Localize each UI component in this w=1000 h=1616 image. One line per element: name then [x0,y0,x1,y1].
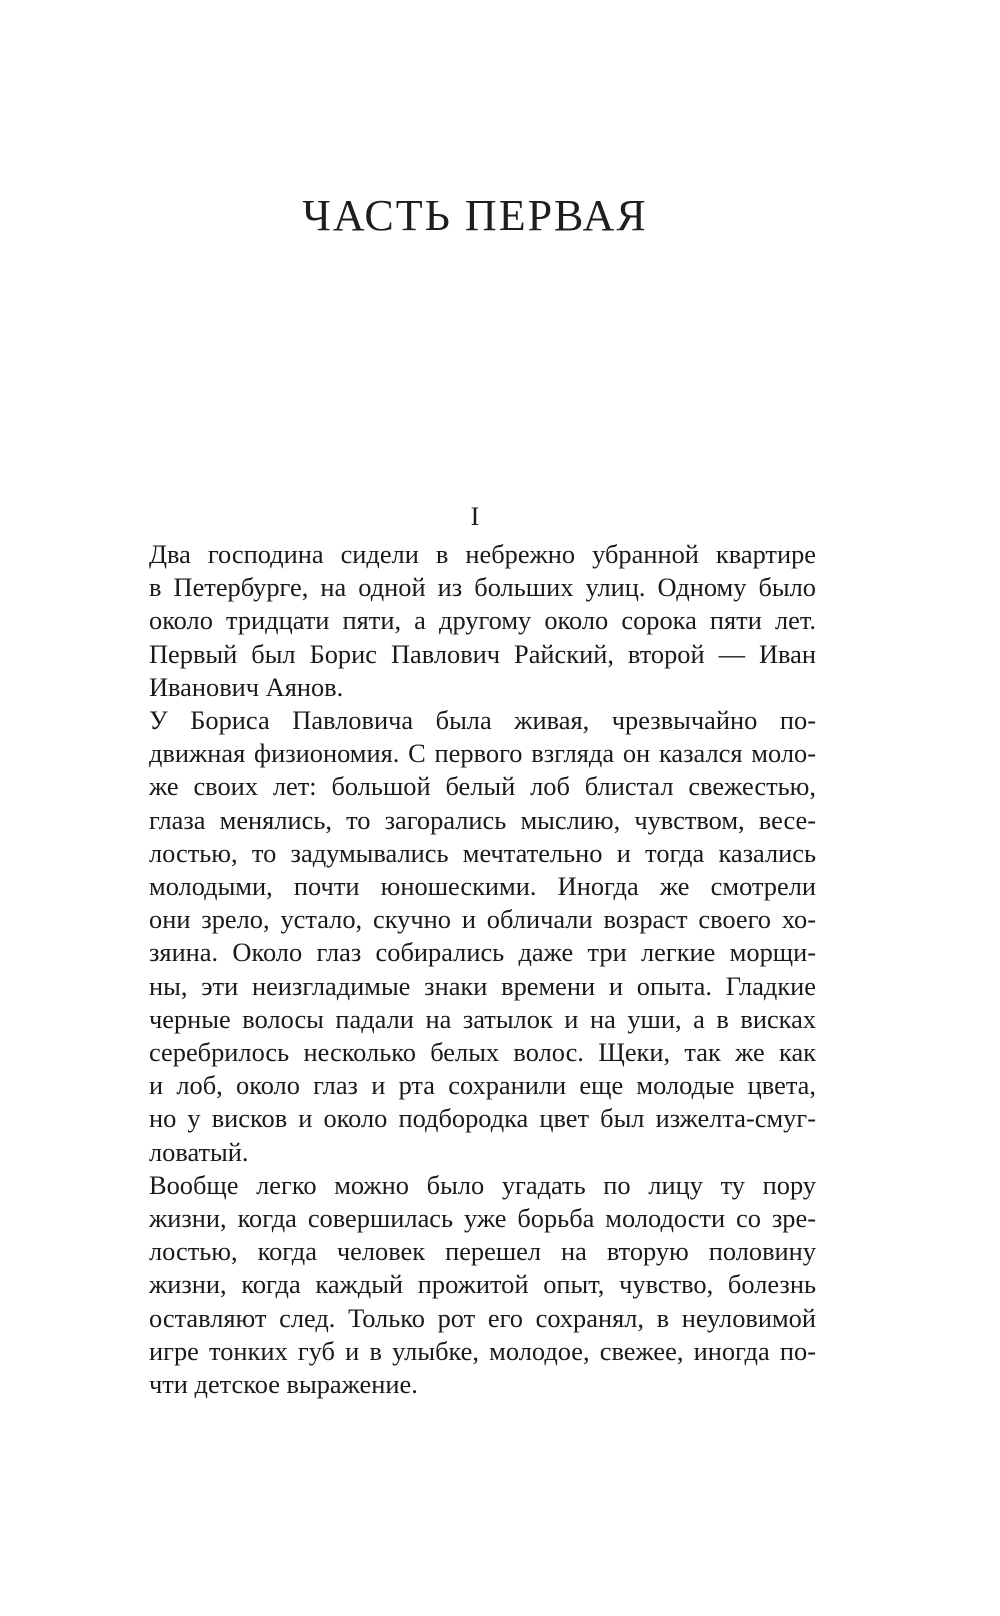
text-line: глаза менялись, то загорались мыслию, чувством, весе- [149,804,816,835]
text-line: лостью, то задумывались мечтательно и тогда казались [149,837,816,868]
text-line: же своих лет: большой белый лоб блистал свежестью, [149,771,816,802]
text-line: они зрело, устало, скучно и обличали возраст своего хо- [149,904,816,935]
text-line: Иванович Аянов. [149,671,344,702]
text-line: Вообще легко можно было угадать по лицу ту пору [149,1169,816,1200]
text-line: чти детское выражение. [149,1369,418,1400]
text-line: черные волосы падали на затылок и на уши, а в висках [149,1003,816,1034]
text-line: и лоб, около глаз и рта сохранили еще молодые цвета, [149,1070,816,1101]
text-line: но у висков и около подбородка цвет был изжелта-смуг- [149,1103,816,1134]
chapter-number: I [470,502,480,531]
text-line: движная физиономия. С первого взгляда он казался моло- [149,738,816,769]
text-line: Первый был Борис Павлович Райский, второй — Иван [149,638,816,669]
text-line: зяина. Около глаз собирались даже три легкие морщи- [149,937,816,968]
text-line: ны, эти неизгладимые знаки времени и опыта. Гладкие [149,970,816,1001]
text-line: в Петербурге, на одной из больших улиц. Одному было [149,572,816,603]
text-line: жизни, когда каждый прожитой опыт, чувство, болезнь [149,1269,816,1300]
paragraph-2 [113,704,816,1169]
text-line: молодыми, почти юношескими. Иногда же смотрели [149,871,816,902]
part-title: ЧАСТЬ ПЕРВАЯ [302,191,648,240]
text-line: жизни, когда совершилась уже борьба молодости со зре- [149,1203,816,1234]
text-line: лостью, когда человек перешел на вторую половину [149,1236,816,1267]
text-line: серебрилось несколько белых волос. Щеки, так же как [149,1037,816,1068]
text-line: ловатый. [149,1136,249,1167]
text-line: около тридцати пяти, а другому около сорока пяти лет. [149,605,816,636]
text-line: Два господина сидели в небрежно убранной квартире [149,539,816,569]
paragraph-1 [113,538,816,704]
paragraph-3 [113,1169,816,1401]
text-line: У Бориса Павловича была живая, чрезвычайно по- [149,705,816,736]
text-line: оставляют след. Только рот его сохранял, в неуловимой [149,1302,816,1333]
text-line: игре тонких губ и в улыбке, молодое, свежее, иногда по- [149,1335,816,1366]
chapter-text [113,538,816,1401]
